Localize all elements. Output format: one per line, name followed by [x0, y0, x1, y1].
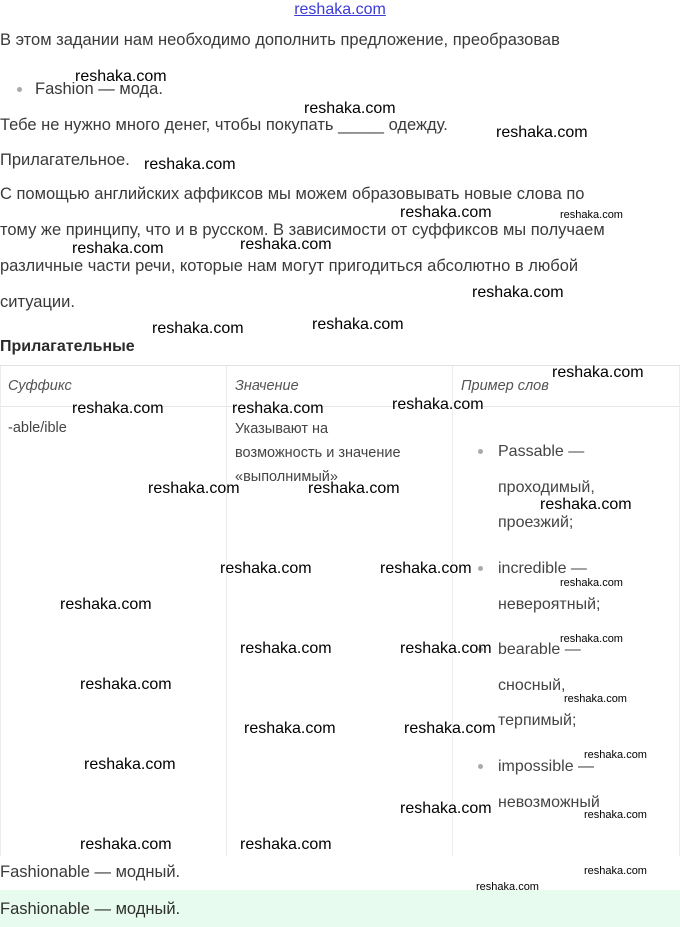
header-examples: Пример слов: [461, 378, 549, 394]
watermark: reshaka.com: [400, 640, 492, 657]
header-suffix: Суффикс: [8, 378, 72, 394]
section-heading: Прилагательные: [0, 338, 135, 355]
answer-highlight-text: Fashionable — модный.: [0, 900, 181, 918]
watermark: reshaka.com: [240, 836, 332, 853]
bullet-item: Fashion — мода.: [17, 80, 163, 99]
example-item: incredible —: [478, 560, 587, 578]
meaning-line: Указывают на: [235, 421, 329, 437]
watermark: reshaka.com: [496, 124, 588, 141]
part-of-speech: Прилагательное.: [0, 151, 130, 169]
watermark: reshaka.com: [72, 240, 164, 257]
watermark: reshaka.com: [560, 633, 623, 645]
example-item: bearable —: [478, 641, 581, 659]
explanation-line: С помощью английских аффиксов мы можем образовывать новые слова по: [0, 185, 585, 203]
bullet-dot-icon: [478, 449, 483, 454]
example-translation: проходимый,: [498, 479, 595, 496]
watermark: reshaka.com: [560, 577, 623, 589]
watermark: reshaka.com: [152, 320, 244, 337]
watermark: reshaka.com: [75, 68, 167, 85]
watermark: reshaka.com: [80, 836, 172, 853]
watermark: reshaka.com: [84, 756, 176, 773]
watermark: reshaka.com: [560, 209, 623, 221]
watermark: reshaka.com: [304, 100, 396, 117]
example-translation: проезжий;: [498, 514, 574, 531]
example-translation: сносный,: [498, 677, 566, 694]
answer-text: Fashionable — модный.: [0, 863, 181, 881]
example-translation: невозможный: [498, 794, 600, 811]
watermark: reshaka.com: [232, 400, 324, 417]
watermark: reshaka.com: [148, 480, 240, 497]
site-link[interactable]: reshaka.com: [294, 1, 386, 18]
example-item: Passable —: [478, 443, 584, 461]
watermark: reshaka.com: [400, 800, 492, 817]
watermark: reshaka.com: [240, 640, 332, 657]
table-divider: [0, 366, 1, 856]
explanation-line: ситуации.: [0, 293, 75, 311]
bullet-dot-icon: [478, 566, 483, 571]
example-item: impossible —: [478, 758, 594, 776]
watermark: reshaka.com: [240, 236, 332, 253]
bullet-dot-icon: [478, 764, 483, 769]
explanation-line: различные части речи, которые нам могут пригодиться абсолютно в любой: [0, 257, 579, 275]
watermark: reshaka.com: [404, 720, 496, 737]
table-divider: [226, 366, 227, 856]
example-translation: невероятный;: [498, 596, 601, 613]
bullet-dot-icon: [17, 87, 22, 92]
meaning-line: «выполнимый»: [235, 469, 338, 485]
task-sentence: Тебе не нужно много денег, чтобы покупать _____ одежду.: [0, 116, 448, 134]
watermark: reshaka.com: [392, 396, 484, 413]
watermark: reshaka.com: [244, 720, 336, 737]
watermark: reshaka.com: [476, 881, 539, 893]
table-divider: [452, 366, 453, 856]
watermark: reshaka.com: [80, 676, 172, 693]
watermark: reshaka.com: [308, 480, 400, 497]
watermark: reshaka.com: [584, 809, 647, 821]
example-translation: терпимый;: [498, 712, 577, 729]
watermark: reshaka.com: [540, 496, 632, 513]
meaning-line: возможность и значение: [235, 445, 401, 461]
watermark: reshaka.com: [472, 284, 564, 301]
explanation-line: тому же принципу, что и в русском. В зависимости от суффиксов мы получаем: [0, 221, 605, 239]
watermark: reshaka.com: [380, 560, 472, 577]
watermark: reshaka.com: [584, 865, 647, 877]
watermark: reshaka.com: [564, 693, 627, 705]
watermark: reshaka.com: [144, 156, 236, 173]
header-meaning: Значение: [235, 378, 299, 394]
watermark: reshaka.com: [60, 596, 152, 613]
watermark: reshaka.com: [552, 364, 644, 381]
watermark: reshaka.com: [220, 560, 312, 577]
watermark: reshaka.com: [400, 204, 492, 221]
intro-text: В этом задании нам необходимо дополнить предложение, преобразовав: [0, 31, 560, 49]
suffix-cell: -able/ible: [8, 420, 67, 436]
watermark: reshaka.com: [584, 749, 647, 761]
answer-highlight-box: [0, 890, 680, 927]
watermark: reshaka.com: [312, 316, 404, 333]
watermark: reshaka.com: [72, 400, 164, 417]
